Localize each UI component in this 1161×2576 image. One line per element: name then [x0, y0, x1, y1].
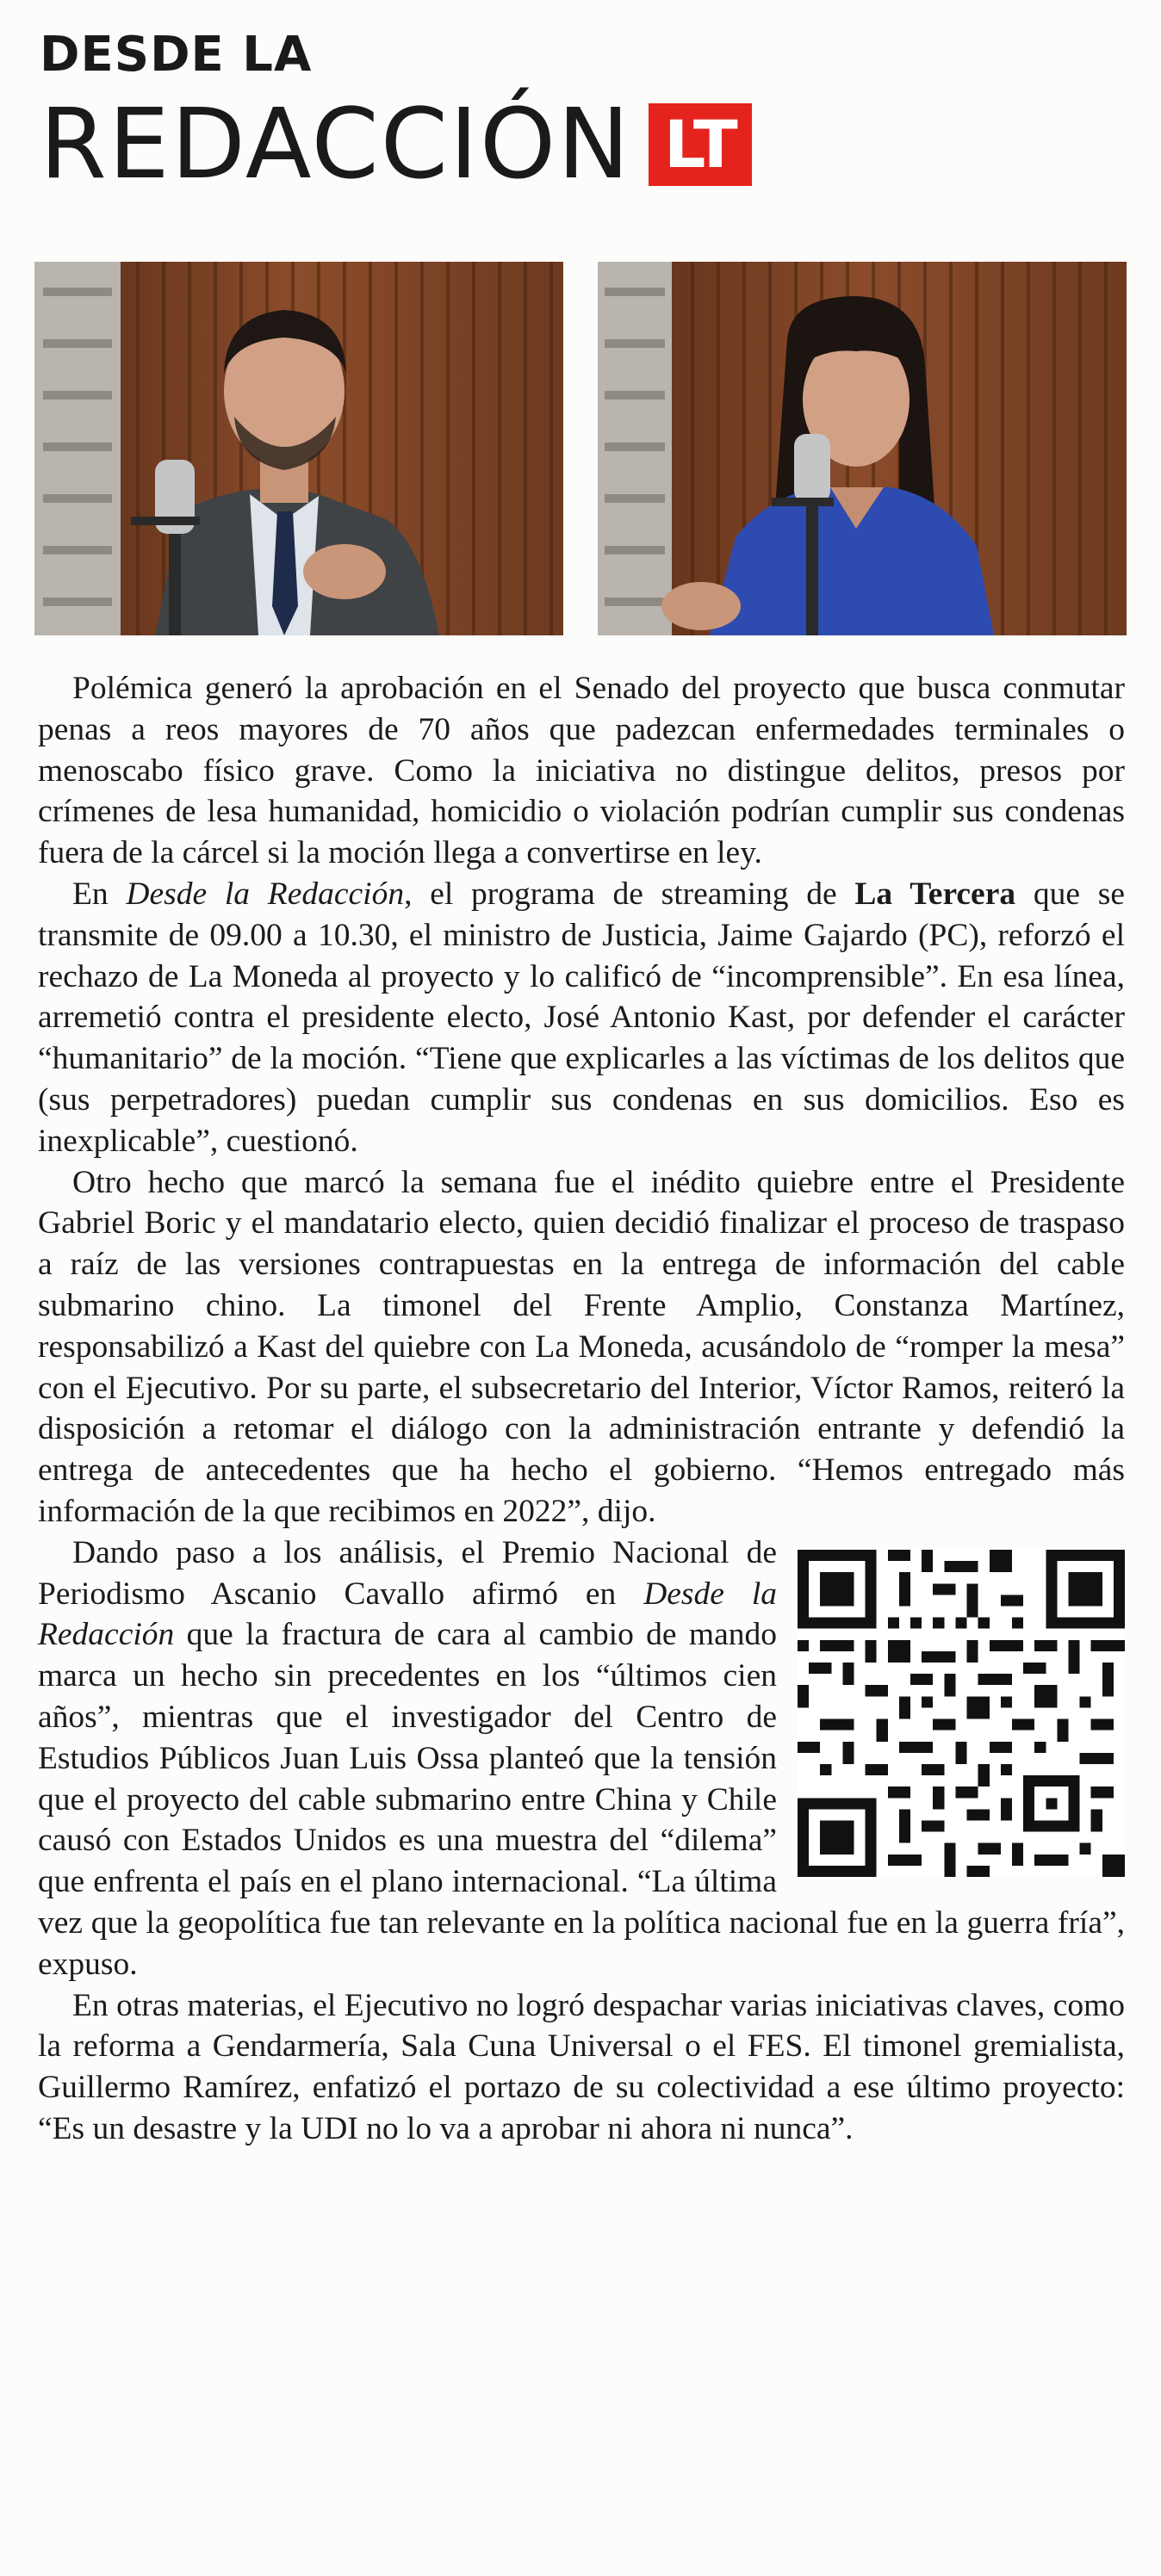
qr-code[interactable]: [798, 1550, 1125, 1877]
article-paragraph-5: En otras materias, el Ejecutivo no logró despachar varias iniciativas claves, como la reforma a Gendarmería, Sala Cuna Universal o el FES. El timonel gremialista, Guillermo Ramírez, enfatizó el portazo de su colectividad a ese último proyecto: “Es un desastre y la UDI no lo va a aprobar ni ahora ni nunca”.: [38, 1987, 1125, 2146]
section-title: REDACCIÓN: [40, 89, 631, 201]
photo-woman-at-microphone: [598, 262, 1127, 635]
p2-text-e: que se transmite de 09.00 a 10.30, el ministro de Justicia, Jaime Gajardo (PC), reforzó el rechazo de La Moneda al proyecto y lo calificó de “incomprensible”. En esa línea, arremetió contra el presidente electo, José Antonio Kast, por defender el carácter “humanitario” de la moción. “Tiene que explicarles a las víctimas de los delitos que (sus perpetradores) puedan cumplir sus condenas en sus domicilios. Eso es inexplicable”, cuestionó.: [38, 876, 1125, 1159]
article-paragraph-1: Polémica generó la aprobación en el Senado del proyecto que busca conmutar penas a reos mayores de 70 años que padezcan enfermedades terminales o menoscabo físico grave. Como la iniciativa no distingue delitos, presos por crímenes de lesa humanidad, homicidio o violación podrían cumplir sus condenas fuera de la cárcel si la moción llega a convertirse en ley.: [38, 671, 1125, 871]
photo-woman-image: [598, 262, 1127, 635]
article-paragraph-2: [38, 874, 1125, 1162]
photo-man-image: [34, 262, 563, 635]
p2-text-c: , el programa de streaming de: [404, 876, 855, 912]
program-name-2: Desde la Redacción: [38, 1576, 777, 1653]
article-body: [38, 668, 1125, 2150]
brand-la-tercera: La Tercera: [854, 876, 1016, 912]
la-tercera-logo: LT: [649, 103, 752, 186]
title-row: [40, 89, 752, 201]
photo-man-at-microphone: [34, 262, 563, 635]
section-kicker: DESDE LA: [40, 27, 313, 83]
program-name: Desde la Redacción: [126, 876, 405, 912]
article-paragraph-3: Otro hecho que marcó la semana fue el inédito quiebre entre el Presidente Gabriel Boric y el mandatario electo, quien decidió finalizar el proceso de traspaso a raíz de las versiones contrapuestas en la entrega de información del cable submarino chino. La timonel del Frente Amplio, Constanza Martínez, responsabilizó a Kast del quiebre con La Moneda, acusándolo de “romper la mesa” con el Ejecutivo. Por su parte, el subsecretario del Interior, Víctor Ramos, reiteró la disposición a retomar el diálogo con la administración entrante y defendió la entrega de antecedentes que ha hecho el gobierno. “Hemos entregado más información de la que recibimos en 2022”, dijo.: [38, 1164, 1125, 1529]
p4-text-a: Dando paso a los análisis, el Premio Nacional de Periodismo Ascanio Cavallo afirmó en: [38, 1534, 777, 1612]
section-header: [40, 27, 752, 201]
p2-text-a: En: [72, 876, 127, 912]
p4-text-c: que la fractura de cara al cambio de mando marca un hecho sin precedentes en los “últimos cien años”, mientras que el investigador del Centro de Estudios Públicos Juan Luis Ossa planteó que la tensión que el proyecto del cable submarino entre China y Chile causó con Estados Unidos es una muestra del “dilema” que enfrenta el país en el plano internacional. “La última vez que la geopolítica fue tan relevante en la política nacional fue en la guerra fría”, expuso.: [38, 1617, 1125, 1982]
